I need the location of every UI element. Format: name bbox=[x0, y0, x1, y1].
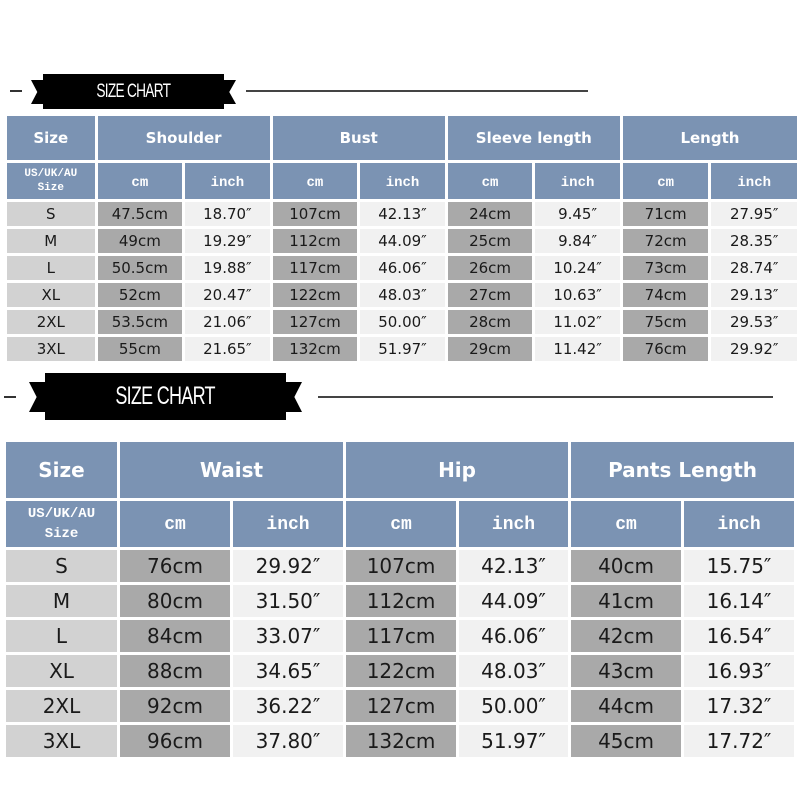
length-inch-cell: 29.92″ bbox=[711, 337, 797, 361]
banner-left-dash bbox=[4, 396, 16, 398]
top-size-table bbox=[4, 113, 800, 364]
sleeve-inch-header bbox=[535, 163, 620, 199]
size-cell: XL bbox=[6, 655, 117, 687]
table-row bbox=[6, 725, 794, 757]
group-header-row bbox=[6, 442, 794, 498]
shoulder-inch-cell: 18.70″ bbox=[185, 202, 270, 226]
unit-label: inch bbox=[266, 514, 310, 535]
banner-title: SIZE CHART bbox=[115, 382, 216, 410]
shoulder-cm-header bbox=[98, 163, 183, 199]
length-inch-cell: 29.13″ bbox=[711, 283, 797, 307]
bust-cm-cell: 127cm bbox=[273, 310, 358, 334]
sleeve-cm-cell: 28cm bbox=[448, 310, 533, 334]
pants-inch-cell: 17.32″ bbox=[684, 690, 794, 722]
bust-cm-cell: 112cm bbox=[273, 229, 358, 253]
pants-cm-cell: 42cm bbox=[571, 620, 681, 652]
waist-cm-cell: 96cm bbox=[120, 725, 230, 757]
table-row bbox=[6, 550, 794, 582]
table-row bbox=[7, 256, 797, 280]
length-inch-cell: 29.53″ bbox=[711, 310, 797, 334]
size-cell: 2XL bbox=[7, 310, 95, 334]
bust-inch-cell: 50.00″ bbox=[360, 310, 445, 334]
sleeve-inch-cell: 9.84″ bbox=[535, 229, 620, 253]
hip-inch-header bbox=[459, 501, 568, 547]
waist-header: Waist bbox=[120, 442, 343, 498]
size-cell: L bbox=[6, 620, 117, 652]
length-cm-cell: 72cm bbox=[623, 229, 709, 253]
sleeve-inch-cell: 9.45″ bbox=[535, 202, 620, 226]
sleeve-cm-cell: 27cm bbox=[448, 283, 533, 307]
unit-label: inch bbox=[491, 514, 536, 535]
hip-inch-cell: 46.06″ bbox=[459, 620, 568, 652]
shoulder-inch-header bbox=[185, 163, 270, 199]
region-size-header bbox=[7, 163, 95, 199]
hip-cm-cell: 122cm bbox=[346, 655, 456, 687]
waist-inch-cell: 29.92″ bbox=[233, 550, 343, 582]
table-row bbox=[7, 283, 797, 307]
bust-inch-cell: 46.06″ bbox=[360, 256, 445, 280]
sleeve-inch-cell: 11.02″ bbox=[535, 310, 620, 334]
waist-cm-cell: 92cm bbox=[120, 690, 230, 722]
waist-cm-cell: 80cm bbox=[120, 585, 230, 617]
pants-cm-header bbox=[571, 501, 681, 547]
shoulder-cm-cell: 53.5cm bbox=[98, 310, 183, 334]
pants-length-header: Pants Length bbox=[571, 442, 794, 498]
length-cm-header bbox=[623, 163, 709, 199]
hip-inch-cell: 42.13″ bbox=[459, 550, 568, 582]
hip-inch-cell: 44.09″ bbox=[459, 585, 568, 617]
bust-cm-header bbox=[273, 163, 358, 199]
shoulder-inch-cell: 21.06″ bbox=[185, 310, 270, 334]
unit-label: cm bbox=[164, 514, 186, 535]
size-cell: S bbox=[6, 550, 117, 582]
pants-inch-cell: 16.93″ bbox=[684, 655, 794, 687]
banner-title: SIZE CHART bbox=[96, 80, 171, 102]
size-cell: L bbox=[7, 256, 95, 280]
shoulder-cm-cell: 55cm bbox=[98, 337, 183, 361]
waist-inch-cell: 37.80″ bbox=[233, 725, 343, 757]
sleeve-inch-cell: 10.63″ bbox=[535, 283, 620, 307]
pants-cm-cell: 41cm bbox=[571, 585, 681, 617]
waist-cm-header bbox=[120, 501, 230, 547]
hip-header: Hip bbox=[346, 442, 568, 498]
hip-inch-cell: 50.00″ bbox=[459, 690, 568, 722]
shoulder-cm-cell: 47.5cm bbox=[98, 202, 183, 226]
length-cm-cell: 75cm bbox=[623, 310, 709, 334]
pants-inch-cell: 16.54″ bbox=[684, 620, 794, 652]
waist-inch-cell: 34.65″ bbox=[233, 655, 343, 687]
table-row bbox=[7, 310, 797, 334]
unit-label: inch bbox=[737, 175, 772, 191]
size-cell: 3XL bbox=[7, 337, 95, 361]
hip-cm-header bbox=[346, 501, 456, 547]
unit-label: cm bbox=[131, 175, 149, 191]
size-cell: M bbox=[7, 229, 95, 253]
shoulder-inch-cell: 21.65″ bbox=[185, 337, 270, 361]
sleeve-cm-cell: 25cm bbox=[448, 229, 533, 253]
shoulder-cm-cell: 52cm bbox=[98, 283, 183, 307]
sleeve-inch-cell: 11.42″ bbox=[535, 337, 620, 361]
sleeve-cm-cell: 26cm bbox=[448, 256, 533, 280]
waist-cm-cell: 88cm bbox=[120, 655, 230, 687]
shoulder-inch-cell: 19.88″ bbox=[185, 256, 270, 280]
shoulder-inch-cell: 19.29″ bbox=[185, 229, 270, 253]
hip-cm-cell: 132cm bbox=[346, 725, 456, 757]
bust-inch-header bbox=[360, 163, 445, 199]
region-size-label-line1: US/UK/AU bbox=[24, 168, 78, 180]
unit-label: cm bbox=[657, 175, 675, 191]
waist-cm-cell: 84cm bbox=[120, 620, 230, 652]
hip-inch-cell: 51.97″ bbox=[459, 725, 568, 757]
length-inch-cell: 28.35″ bbox=[711, 229, 797, 253]
region-size-label-line2: Size bbox=[37, 182, 64, 194]
banner-title-box bbox=[43, 74, 224, 109]
waist-inch-cell: 31.50″ bbox=[233, 585, 343, 617]
unit-header-row bbox=[7, 163, 797, 199]
pants-inch-cell: 17.72″ bbox=[684, 725, 794, 757]
length-inch-cell: 28.74″ bbox=[711, 256, 797, 280]
table-row bbox=[7, 337, 797, 361]
group-header-row bbox=[7, 116, 797, 160]
table-row bbox=[6, 620, 794, 652]
hip-cm-cell: 127cm bbox=[346, 690, 456, 722]
region-size-label-line2: Size bbox=[44, 526, 79, 542]
table-row bbox=[6, 690, 794, 722]
length-cm-cell: 76cm bbox=[623, 337, 709, 361]
bust-inch-cell: 42.13″ bbox=[360, 202, 445, 226]
bust-cm-cell: 107cm bbox=[273, 202, 358, 226]
hip-cm-cell: 112cm bbox=[346, 585, 456, 617]
bust-inch-cell: 51.97″ bbox=[360, 337, 445, 361]
waist-inch-cell: 33.07″ bbox=[233, 620, 343, 652]
waist-cm-cell: 76cm bbox=[120, 550, 230, 582]
unit-label: cm bbox=[306, 175, 324, 191]
pants-inch-cell: 15.75″ bbox=[684, 550, 794, 582]
banner-left-ribbon-tail bbox=[29, 382, 46, 412]
length-cm-cell: 73cm bbox=[623, 256, 709, 280]
hip-inch-cell: 48.03″ bbox=[459, 655, 568, 687]
shoulder-header: Shoulder bbox=[98, 116, 270, 160]
unit-label: cm bbox=[481, 175, 499, 191]
table-row bbox=[7, 229, 797, 253]
unit-label: inch bbox=[717, 514, 761, 535]
pants-cm-cell: 45cm bbox=[571, 725, 681, 757]
size-header: Size bbox=[7, 116, 95, 160]
shoulder-inch-cell: 20.47″ bbox=[185, 283, 270, 307]
length-cm-cell: 74cm bbox=[623, 283, 709, 307]
region-size-label-line1: US/UK/AU bbox=[27, 506, 96, 522]
bottom-size-table bbox=[3, 439, 797, 760]
unit-header-row bbox=[6, 501, 794, 547]
size-cell: S bbox=[7, 202, 95, 226]
shoulder-cm-cell: 49cm bbox=[98, 229, 183, 253]
bust-header: Bust bbox=[273, 116, 445, 160]
banner-right-rule bbox=[246, 90, 588, 92]
pants-inch-header bbox=[684, 501, 794, 547]
hip-cm-cell: 107cm bbox=[346, 550, 456, 582]
pants-inch-cell: 16.14″ bbox=[684, 585, 794, 617]
bust-cm-cell: 117cm bbox=[273, 256, 358, 280]
unit-label: cm bbox=[615, 514, 637, 535]
size-cell: XL bbox=[7, 283, 95, 307]
size-cell: M bbox=[6, 585, 117, 617]
table-row bbox=[6, 655, 794, 687]
bust-inch-cell: 48.03″ bbox=[360, 283, 445, 307]
sleeve-cm-cell: 29cm bbox=[448, 337, 533, 361]
sleeve-cm-header bbox=[448, 163, 533, 199]
bust-inch-cell: 44.09″ bbox=[360, 229, 445, 253]
table-row bbox=[6, 585, 794, 617]
pants-cm-cell: 43cm bbox=[571, 655, 681, 687]
unit-label: inch bbox=[560, 175, 595, 191]
waist-inch-cell: 36.22″ bbox=[233, 690, 343, 722]
hip-cm-cell: 117cm bbox=[346, 620, 456, 652]
sleeve-inch-cell: 10.24″ bbox=[535, 256, 620, 280]
pants-cm-cell: 40cm bbox=[571, 550, 681, 582]
bust-cm-cell: 122cm bbox=[273, 283, 358, 307]
banner-right-ribbon-tail bbox=[285, 382, 302, 412]
size-cell: 3XL bbox=[6, 725, 117, 757]
size-header: Size bbox=[6, 442, 117, 498]
length-inch-cell: 27.95″ bbox=[711, 202, 797, 226]
banner-title-box bbox=[45, 373, 286, 420]
bust-cm-cell: 132cm bbox=[273, 337, 358, 361]
banner-right-rule bbox=[318, 396, 773, 398]
banner-left-dash bbox=[10, 90, 22, 92]
waist-inch-header bbox=[233, 501, 343, 547]
length-inch-header bbox=[711, 163, 797, 199]
length-header: Length bbox=[623, 116, 797, 160]
pants-cm-cell: 44cm bbox=[571, 690, 681, 722]
unit-label: cm bbox=[390, 514, 412, 535]
unit-label: inch bbox=[385, 175, 420, 191]
unit-label: inch bbox=[210, 175, 245, 191]
sleeve-cm-cell: 24cm bbox=[448, 202, 533, 226]
length-cm-cell: 71cm bbox=[623, 202, 709, 226]
region-size-header bbox=[6, 501, 117, 547]
table-row bbox=[7, 202, 797, 226]
size-cell: 2XL bbox=[6, 690, 117, 722]
sleeve-length-header: Sleeve length bbox=[448, 116, 620, 160]
shoulder-cm-cell: 50.5cm bbox=[98, 256, 183, 280]
